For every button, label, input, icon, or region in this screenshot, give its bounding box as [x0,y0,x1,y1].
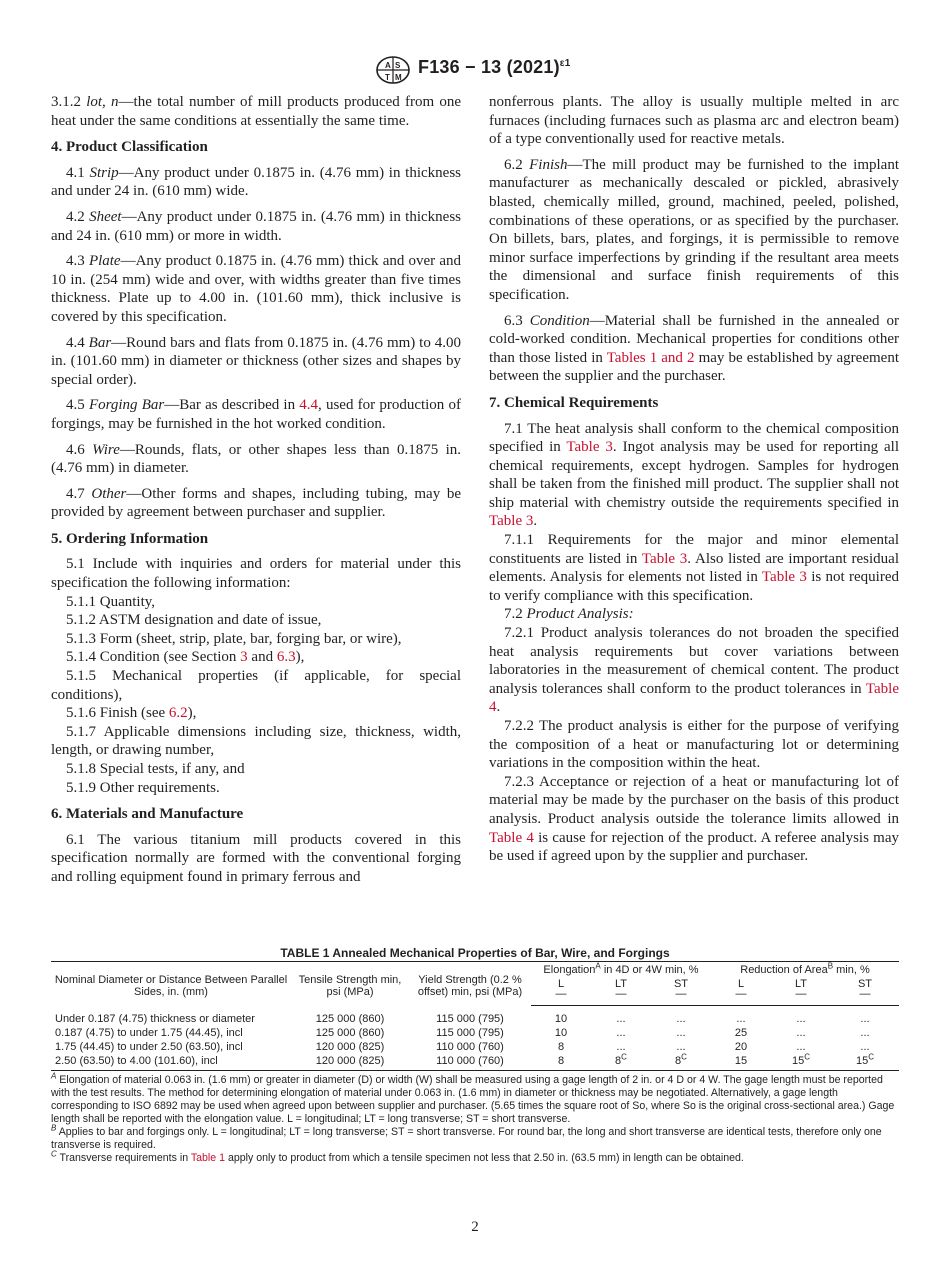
document-designation [418,57,571,78]
paragraph-5-1: 5.1 Include with inquiries and orders for material under this specification the following information: [51,556,461,592]
cell-el-lt: ... [616,1013,626,1025]
para-number: 7.2 [504,606,523,623]
table-3-link[interactable]: Table 3 [489,513,534,530]
cell-ra-lt: ... [796,1027,806,1039]
cell-el-lt: ... [616,1027,626,1039]
sub-dash: — [615,988,627,1000]
term: Product Analysis: [526,606,634,623]
footnote-mark: C [51,1149,57,1159]
para-number: 4.5 [66,397,85,414]
para-text: —Round bars and flats from 0.1875 in. (4.76 mm) to 4.00 in. (101.60 mm) in diameter or thickness (other sizes and shapes by special order). [51,334,462,388]
cell-diameter: 0.187 (4.75) to under 1.75 (44.45), incl [55,1027,243,1039]
para-text: , used for production of forgings, may be furnished in the hot worked condition. [51,397,461,432]
cell-el-l: 10 [554,1027,568,1039]
term: Bar [88,334,112,351]
svg-text:A: A [385,61,391,70]
sub-header-el-lt [591,977,651,1006]
footnote-mark: C [804,1052,811,1062]
term: Wire [92,441,120,458]
term: Strip [89,164,119,181]
term: Other [91,485,127,502]
table-1-footnotes [51,1071,899,1165]
section-link-6-3[interactable]: 6.3 [276,649,296,666]
svg-text:M: M [395,73,402,82]
paragraph-4-1 [51,164,461,201]
cell-ra-st: ... [860,1027,870,1039]
paragraph-6-1: 6.1 The various titanium mill products covered in this specification normally are formed with the conventional forging and rolling equipment found in primary ferrous and [51,831,461,885]
table-1 [51,945,899,1165]
sub-dash: — [795,988,807,1000]
paragraph-6-3 [489,312,899,386]
para-text: 5.1.4 Condition (see Section [66,649,241,666]
svg-text:T: T [385,73,390,82]
sub-dash: — [735,988,747,1000]
paragraph-5-1-7: 5.1.7 Applicable dimensions including size, thickness, width, length, or drawing number, [51,723,461,759]
sub-dash: — [555,988,567,1000]
term: Finish [529,156,568,173]
cell-value: 8 [675,1055,682,1067]
paragraph-7-2-1 [489,624,899,717]
paragraph-6-1-continued: nonferrous plants. The alloy is usually multiple melted in arc furnaces (including furnaces such as plasma arc and electron beam) of a type conventionally used for reactive metals. [489,94,899,148]
section-link-6-2[interactable]: 6.2 [168,705,188,722]
para-text: is cause for rejection of the product. A referee analysis may be used if agreed upon by the supplier and purchaser. [489,829,899,865]
para-text: —Other forms and shapes, including tubing, may be provided by agreement between purchaser and supplier. [51,485,461,521]
footnote-b [51,1123,899,1152]
cell-el-l: 8 [531,1054,591,1071]
footnote-mark: C [868,1052,875,1062]
page-header [0,52,950,84]
section-link-3[interactable]: 3 [240,649,248,666]
paragraph-4-2 [51,208,461,245]
section-6-heading: 6. Materials and Manufacture [51,806,244,823]
cell-yield: 115 000 (795) [436,1013,504,1025]
para-text: and [247,649,277,666]
paragraph-7-2-3 [489,773,899,866]
para-number: 3.1.2 [51,94,81,110]
paragraph-5-1-3: 5.1.3 Form (sheet, strip, plate, bar, forging bar, or wire), [66,630,402,647]
cell-yield: 115 000 (795) [436,1027,504,1039]
page-number: 2 [471,1219,479,1235]
para-text: 7.2.1 Product analysis tolerances do not broaden the specified heat analysis requirements but cover variations between laboratories in the measurement of chemical content. The product analysis tolerances shall conform to the product tolerances in [489,625,899,697]
sub-dash: — [675,988,687,1000]
sub-header-ra-l [711,977,771,1006]
table-3-link[interactable]: Table 3 [641,550,688,567]
paragraph-7-2 [489,605,899,624]
paragraph-4-4 [51,334,461,390]
paragraph-7-1-1 [489,531,899,605]
para-text: —the total number of mill products produced from one heat under the same conditions at essentially the same time. [51,94,461,129]
paragraph-5-1-9: 5.1.9 Other requirements. [66,779,220,796]
cell-el-st: ... [676,1013,686,1025]
para-text: . Also listed are important residual elements. Analysis for elements not listed in [489,550,899,586]
paragraph-7-2-2: 7.2.2 The product analysis is either for the purpose of verifying the composition of a heat or manufacturing lot or determining variations in the composition within the heat. [489,718,899,772]
cell-tensile: 120 000 (825) [291,1054,409,1071]
sub-label: LT [614,978,628,990]
para-number: 4.7 [66,485,85,502]
para-text: —The mill product may be furnished to the implant manufacturer as mechanically descaled or pickled, abrasively blasted, chemically milled, ground, machined, peeled, polished, combinations of these operations, or as specified by the purchaser. On billets, bars, plates, and forgings, it is permissible to remove minor surface imperfections by grinding if the resultant area meets the dimensional and surface finish requirements of this specification. [489,156,899,303]
cell-yield: 110 000 (760) [436,1041,504,1053]
paragraph-3-1-2 [51,93,461,130]
term: Plate [88,253,121,270]
footnote-mark: C [621,1052,627,1062]
paragraph-6-2 [489,156,899,305]
para-text: . Ingot analysis may be used for reporting all chemical requirements, except hydrogen. Samples for hydrogen shall be taken from the finished mill product. The supplier shall not ship material with chemistry outside the requirements specified in [489,439,899,511]
para-text: 5.1.6 Finish (see [66,705,169,722]
cell-el-lt [591,1054,651,1071]
section-4-heading: 4. Product Classification [51,139,208,156]
sub-header-ra-st [831,977,899,1006]
paragraph-4-5 [51,396,461,433]
cell-el-lt: ... [616,1041,626,1053]
col-header-diameter: Nominal Diameter or Distance Between Parallel Sides, in. (mm) [51,962,291,1006]
para-number: 6.2 [504,156,523,173]
para-number: 6.3 [504,312,523,329]
para-text: —Material shall be furnished in the annealed or cold-worked condition. Mechanical properties for conditions other than those listed in [489,312,899,366]
term: Condition [529,312,590,329]
para-text: 7.1 The heat analysis shall conform to the chemical composition specified in [489,420,899,456]
para-number: 4.6 [66,441,85,458]
para-text: —Any product under 0.1875 in. (4.76 mm) in thickness and under 24 in. (610 mm) wide. [51,164,462,200]
sub-label: L [557,978,565,990]
paragraph-7-1 [489,420,899,532]
designation-text: F136 − 13 (2021) [418,57,560,77]
sub-label: ST [673,978,689,990]
para-text: may be established by agreement between the supplier and the purchaser. [489,349,899,385]
para-text: —Any product 0.1875 in. (4.76 mm) thick and over and 10 in. (254 mm) wide and over, with widths greater than five times thickness. Plate up to 4.00 in. (101.60 mm), thick inclusive is covered by this specification. [51,253,462,325]
footnote-c [51,1149,899,1165]
section-7-heading: 7. Chemical Requirements [489,394,659,411]
cell-tensile: 125 000 (860) [315,1013,385,1025]
table-3-link[interactable]: Table 3 [566,439,613,456]
header-text: min, % [833,964,870,976]
table-4-link[interactable]: Table 4 [489,680,899,716]
cell-ra-l: 20 [734,1041,748,1053]
col-header-reduction [711,962,899,978]
footnote-mark: A [595,961,601,971]
footnote-text: Transverse requirements in [56,1152,191,1164]
footnote-text: apply only to product from which a tensile specimen not less that 2.50 in. (63.5 mm) in length can be obtained. [225,1152,744,1164]
cell-ra-st: ... [860,1013,870,1025]
sub-header-el-st [651,977,711,1006]
left-column [51,93,461,894]
para-number: 4.4 [66,334,85,351]
cell-el-l: 10 [554,1013,568,1025]
table-3-link[interactable]: Table 3 [761,569,807,586]
cell-el-l: 8 [557,1041,565,1053]
para-number: 4.3 [66,253,85,270]
cell-el-st: ... [676,1027,686,1039]
right-column [489,93,899,866]
tables-1-2-link[interactable]: Tables 1 and 2 [606,349,695,366]
cell-tensile: 120 000 (825) [315,1041,385,1053]
term: lot, n [86,94,119,110]
cell-value: 15 [855,1055,869,1067]
paragraph-4-3 [51,252,461,326]
paragraph-4-6 [51,441,461,478]
cell-ra-st [831,1054,899,1071]
cell-tensile: 125 000 (860) [315,1027,385,1039]
astm-logo-icon [376,56,410,84]
para-text: —Any product under 0.1875 in. (4.76 mm) in thickness and 24 in. (610 mm) or more in width. [51,208,461,244]
cell-diameter: 1.75 (44.45) to under 2.50 (63.50), incl [55,1041,243,1053]
sub-label: LT [794,978,808,990]
table-row [51,1040,899,1054]
footnote-mark: A [51,1071,57,1081]
term: Sheet [89,208,122,225]
cell-yield: 110 000 (760) [409,1054,531,1071]
para-number: 4.1 [66,164,85,181]
footnote-text: Elongation of material 0.063 in. (1.6 mm) or greater in diameter (D) or width (W) shall be measured using a gage length of 2 in. or 4 D or 4 W. The gage length must be reported with the test results. The method for determining elongation of material under 0.063 in. (1.6 mm) in diameter or thickness may be negotiated. Alternatively, a gage length corresponding to ISO 6892 may be used when agreed upon between supplier and purchaser. (5.65 times the square root of So, where So is the original cross-sectional area.) Gage length shall be reported with the elongation value. L = longitudinal; LT = long transverse; ST = short transverse. [51,1074,895,1125]
para-text: is not required to verify compliance with this specification. [489,569,899,604]
cell-ra-l: 25 [734,1027,748,1039]
table-row [51,1054,899,1071]
col-header-tensile: Tensile Strength min, psi (MPa) [291,962,409,1006]
para-text: ), [295,649,305,666]
table-1-link[interactable]: Table 1 [190,1152,226,1164]
para-text: . [533,513,538,530]
cell-el-st: ... [676,1041,686,1053]
para-number: 4.2 [66,208,85,225]
table-1-title: TABLE 1 Annealed Mechanical Properties of Bar, Wire, and Forgings [280,946,670,960]
para-text: 7.1.1 Requirements for the major and minor elemental constituents are listed in [489,532,899,567]
cell-ra-lt: ... [796,1041,806,1053]
cell-ra-l: ... [736,1013,746,1025]
table-row [51,1012,899,1026]
sub-header-ra-lt [771,977,831,1006]
svg-text:S: S [395,61,401,70]
section-link-4-4[interactable]: 4.4 [299,397,319,414]
cell-ra-st: ... [860,1041,870,1053]
sub-label: ST [857,978,873,990]
paragraph-5-1-1: 5.1.1 Quantity, [66,593,156,610]
footnote-mark: C [681,1052,687,1062]
cell-diameter: Under 0.187 (4.75) thickness or diameter [55,1013,255,1025]
footnote-a [51,1071,899,1126]
paragraph-5-1-4 [51,648,461,667]
cell-ra-lt [771,1054,831,1071]
sub-dash: — [859,988,871,1000]
cell-value: 8 [615,1055,622,1067]
cell-el-st [651,1054,711,1071]
footnote-mark: B [827,961,834,971]
paragraph-5-1-5: 5.1.5 Mechanical properties (if applicable, for special conditions), [51,668,461,703]
cell-diameter: 2.50 (63.50) to 4.00 (101.60), incl [51,1054,291,1071]
header-text: Elongation [543,964,596,976]
sub-label: L [737,978,745,990]
footnote-mark: B [51,1123,57,1133]
paragraph-4-7 [51,485,461,522]
para-text: —Bar as described in [164,397,300,414]
cell-value: 15 [791,1055,805,1067]
term: Forging Bar [88,397,165,414]
footnote-text: Applies to bar and forgings only. L = longitudinal; LT = long transverse; ST = short transverse. For round bar, the long and short transverse are identical tests, therefore only one transverse is required. [51,1126,882,1151]
table-4-link[interactable]: Table 4 [489,829,534,846]
table-1-grid [51,961,899,1071]
col-header-elongation [531,962,711,978]
table-row [51,1026,899,1040]
paragraph-5-1-8: 5.1.8 Special tests, if any, and [66,761,245,777]
cell-ra-l: 15 [711,1054,771,1071]
designation-epsilon: ε1 [559,58,571,69]
para-text: 7.2.3 Acceptance or rejection of a heat or manufacturing lot of material may be made by the purchaser on the basis of this product analysis. Product analysis outside the tolerance limits allowed in [489,773,899,827]
header-text: in 4D or 4W min, % [600,964,699,976]
para-text: . [496,699,501,716]
paragraph-5-1-6 [51,704,461,723]
para-text: ), [187,705,197,722]
header-text: Reduction of Area [740,964,828,976]
section-5-heading: 5. Ordering Information [51,530,209,547]
para-text: —Rounds, flats, or other shapes less than 0.1875 in. (4.76 mm) in diameter. [51,441,462,477]
paragraph-5-1-2: 5.1.2 ASTM designation and date of issue, [66,612,322,629]
sub-header-el-l [531,977,591,1006]
cell-ra-lt: ... [796,1013,806,1025]
col-header-yield: Yield Strength (0.2 % offset) min, psi (MPa) [409,962,531,1006]
